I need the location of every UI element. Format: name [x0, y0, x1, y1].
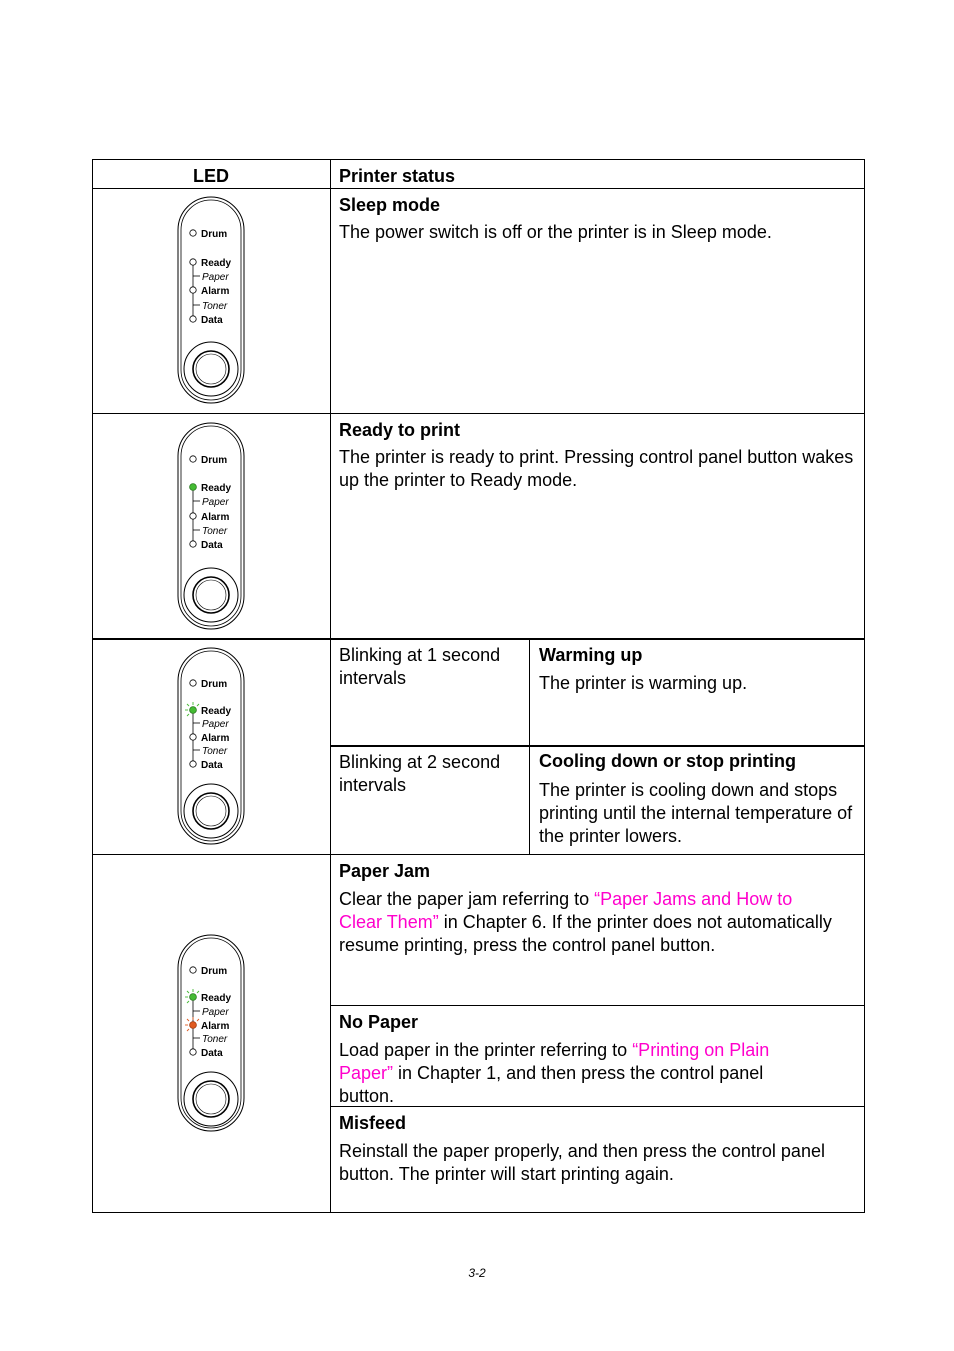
toner-label: Toner [202, 526, 228, 537]
ready-label: Ready [201, 258, 232, 269]
table-top-border [92, 159, 865, 160]
status-desc-sleep: The power switch is off or the printer is in Sleep mode. [339, 222, 772, 242]
row-divider [92, 638, 865, 640]
column-divider [330, 159, 331, 1213]
status-title-no-paper: No Paper [339, 1012, 419, 1032]
paper-label: Paper [202, 1007, 229, 1018]
header-led: LED [193, 166, 229, 186]
toner-label: Toner [202, 301, 228, 312]
status-title-paper-jam: Paper Jam [339, 861, 431, 881]
drum-led [190, 680, 196, 686]
blink-2-second: Blinking at 2 second intervals [339, 752, 501, 795]
ready-label: Ready [201, 993, 232, 1004]
status-desc-cooling: The printer is cooling down and stops printing until the internal temperature of the printer lowers. [539, 780, 853, 846]
data-label: Data [201, 540, 223, 551]
link-paper-jams[interactable]: “Paper Jams and How to Clear Them” [339, 889, 793, 932]
alarm-label: Alarm [201, 286, 230, 297]
jam-text-pre: Clear the paper jam referring to [339, 889, 595, 909]
status-desc-misfeed: Reinstall the paper properly, and then press the control panel button. The printer will start printing again. [339, 1141, 825, 1184]
led-panel-sleep [176, 195, 248, 407]
data-label: Data [201, 315, 223, 326]
ready-led [190, 259, 196, 265]
data-led [190, 316, 196, 322]
jam-text-post: in Chapter 6. If the printer does not automatically resume printing, press the control panel button. [339, 912, 832, 955]
data-led [190, 541, 196, 547]
ready-label: Ready [201, 483, 232, 494]
header-printer-status: Printer status [339, 166, 456, 186]
paper-label: Paper [202, 719, 229, 730]
alarm-led [190, 513, 196, 519]
drum-label: Drum [201, 679, 228, 690]
drum-label: Drum [201, 455, 228, 466]
nopaper-text-pre: Load paper in the printer referring to [339, 1040, 633, 1060]
paper-label: Paper [202, 497, 229, 508]
status-desc-ready: The printer is ready to print. Pressing control panel button wakes up the printer to Ready mode. [339, 447, 854, 490]
alarm-led [190, 734, 196, 740]
status-title-misfeed: Misfeed [339, 1113, 407, 1133]
led-panel-warming [176, 646, 248, 848]
nopaper-text-post: in Chapter 1, and then press the control panel button. [339, 1063, 764, 1106]
status-title-ready: Ready to print [339, 420, 461, 440]
blink-column-divider [529, 639, 530, 854]
blink-1-second: Blinking at 1 second intervals [339, 645, 501, 688]
drum-led [190, 967, 196, 973]
drum-led [190, 230, 196, 236]
table-right-border [864, 159, 865, 1213]
status-desc-paper-jam [339, 888, 839, 957]
page-number: 3-2 [468, 1266, 486, 1280]
alarm-label: Alarm [201, 1021, 230, 1032]
row-divider [92, 413, 865, 414]
table-left-border [92, 159, 93, 1213]
drum-label: Drum [201, 966, 228, 977]
alarm-label: Alarm [201, 512, 230, 523]
toner-label: Toner [202, 746, 228, 757]
table-bottom-border [92, 1212, 865, 1213]
data-led [190, 761, 196, 767]
drum-label: Drum [201, 229, 228, 240]
toner-label: Toner [202, 1034, 228, 1045]
ready-label: Ready [201, 706, 232, 717]
status-title-sleep: Sleep mode [339, 195, 441, 215]
led-panel-error [176, 933, 248, 1135]
drum-led [190, 456, 196, 462]
subrow-divider [330, 745, 865, 747]
alarm-led-blinking [190, 1022, 197, 1029]
header-divider [92, 188, 865, 189]
row-divider [92, 854, 865, 855]
led-panel-ready [176, 421, 248, 633]
link-printing-plain-paper[interactable]: “Printing on Plain Paper” [339, 1040, 770, 1083]
data-label: Data [201, 1048, 223, 1059]
status-desc-no-paper [339, 1039, 819, 1108]
ready-led-blinking [190, 707, 197, 714]
data-led [190, 1049, 196, 1055]
alarm-label: Alarm [201, 733, 230, 744]
ready-led-blinking [190, 994, 197, 1001]
status-desc-warming: The printer is warming up. [539, 673, 748, 693]
subrow-divider [330, 1005, 865, 1006]
paper-label: Paper [202, 272, 229, 283]
alarm-led [190, 287, 196, 293]
data-label: Data [201, 760, 223, 771]
ready-led-on [190, 484, 197, 491]
status-title-cooling: Cooling down or stop printing [539, 751, 796, 771]
status-title-warming: Warming up [539, 645, 643, 665]
